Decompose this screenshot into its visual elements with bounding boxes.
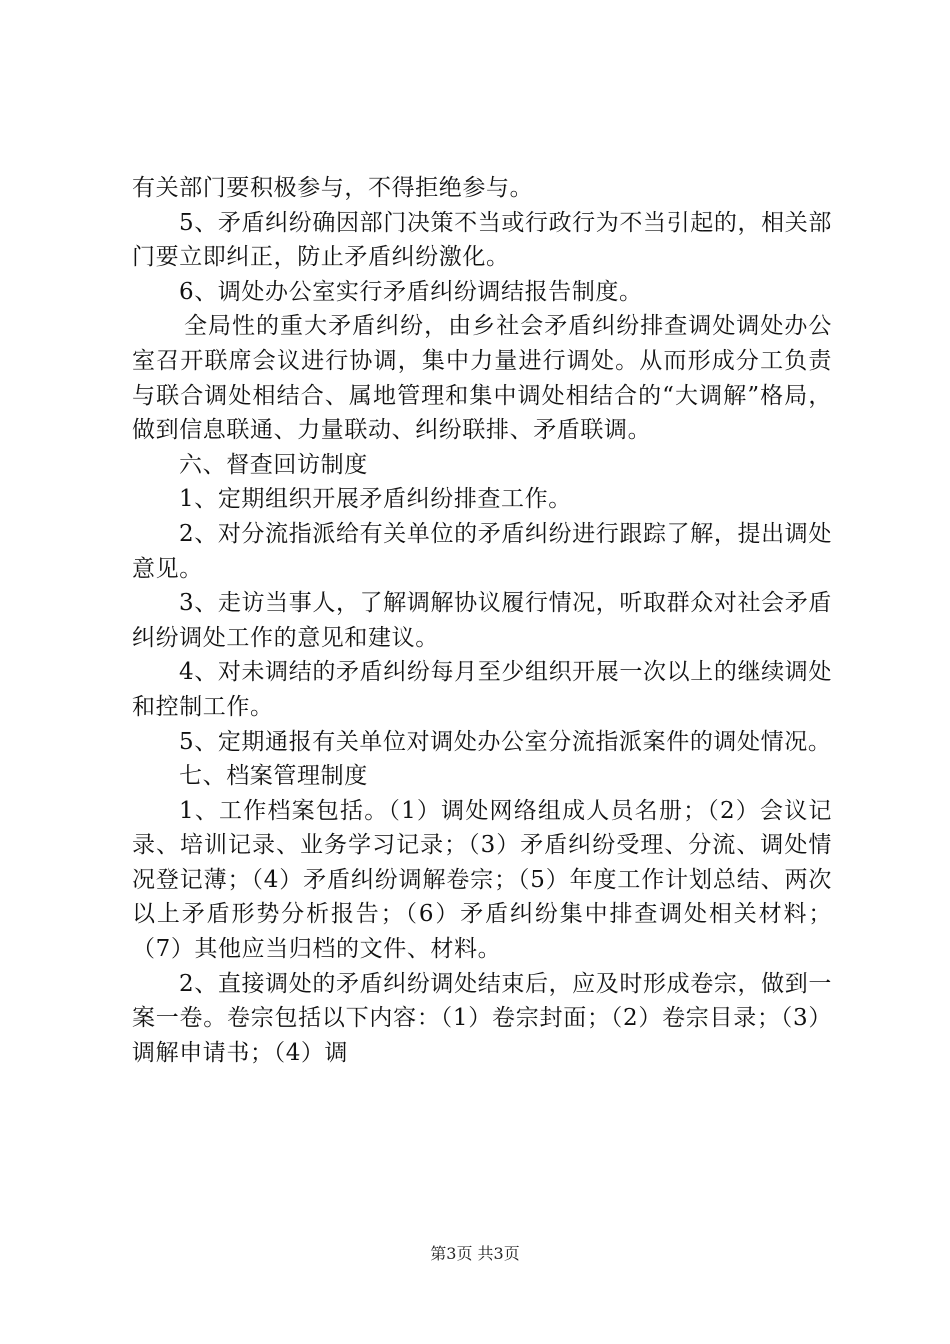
section-heading: 六、督查回访制度 — [179, 451, 368, 478]
paragraph: 5、矛盾纠纷确因部门决策不当或行政行为不当引起的，相关部门要立即纠正，防止矛盾纠纷激化。 — [132, 209, 832, 271]
paragraph: 2、对分流指派给有关单位的矛盾纠纷进行跟踪了解，提出调处意见。 — [132, 520, 832, 582]
paragraph: 1、定期组织开展矛盾纠纷排查工作。 — [179, 486, 572, 513]
document-body — [132, 171, 832, 1070]
paragraph: 5、定期通报有关单位对调处办公室分流指派案件的调处情况。 — [179, 728, 832, 755]
section-heading: 七、档案管理制度 — [179, 763, 368, 790]
paragraph: 6、调处办公室实行矛盾纠纷调结报告制度。 — [179, 278, 643, 305]
paragraph: 3、走访当事人，了解调解协议履行情况，听取群众对社会矛盾纠纷调处工作的意见和建议。 — [132, 590, 832, 651]
paragraph: 4、对未调结的矛盾纠纷每月至少组织开展一次以上的继续调处和控制工作。 — [132, 659, 832, 720]
paragraph: 全局性的重大矛盾纠纷，由乡社会矛盾纠纷排查调处调处办公室召开联席会议进行协调，集中力量进行调处。从而形成分工负责与联合调处相结合、属地管理和集中调处相结合的“大调解”格局，做到信息联通、力量联动、纠纷联排、矛盾联调。 — [132, 313, 832, 444]
paragraph: 1、工作档案包括。（1）调处网络组成人员名册；（2）会议记录、培训记录、业务学习记录；（3）矛盾纠纷受理、分流、调处情况登记薄；（4）矛盾纠纷调解卷宗；（5）年度工作计划总结、两次以上矛盾形势分析报告；（6）矛盾纠纷集中排查调处相关材料；（7）其他应当归档的文件、材料。 — [132, 797, 832, 963]
page-number-footer: 第3页 共3页 — [430, 1244, 520, 1263]
paragraph: 2、直接调处的矛盾纠纷调处结束后，应及时形成卷宗，做到一案一卷。卷宗包括以下内容：（1）卷宗封面；（2）卷宗目录；（3）调解申请书；（4）调 — [132, 970, 832, 1066]
paragraph: 有关部门要积极参与，不得拒绝参与。 — [132, 175, 534, 201]
